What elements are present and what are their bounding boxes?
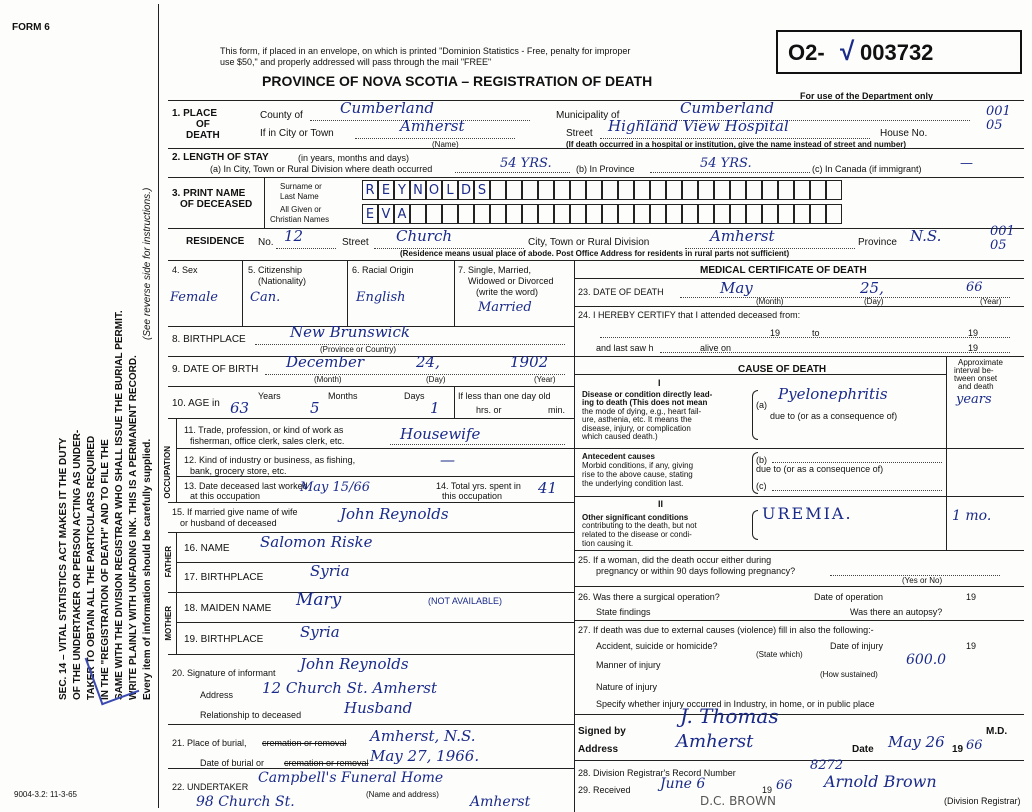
name-letter-box bbox=[650, 204, 666, 224]
antecedent-label-3: rise to the above cause, stating bbox=[582, 470, 693, 479]
informant-address-value: 12 Church St. Amherst bbox=[262, 679, 437, 697]
received-19: 19 bbox=[762, 785, 773, 795]
last-worked-value: May 15/66 bbox=[300, 480, 371, 495]
cause-a-label: (a) bbox=[756, 400, 767, 410]
relationship-value: Husband bbox=[344, 699, 413, 717]
name-letter-box bbox=[794, 180, 810, 200]
injury-code: 600.0 bbox=[906, 652, 947, 668]
dob-day: 24, bbox=[416, 353, 440, 371]
form-number: FORM 6 bbox=[12, 22, 50, 33]
years-label: Years bbox=[258, 391, 281, 401]
due-to-2: due to (or as a consequence of) bbox=[756, 464, 884, 474]
autopsy-label: Was there an autopsy? bbox=[850, 607, 943, 617]
part-ii: II bbox=[658, 499, 664, 509]
municipality-label: Municipality of bbox=[556, 110, 620, 121]
side-instruction-5: SAME WITH THE DIVISION REGISTRAR WHO SHALL ISSUE THE BURIAL PERMIT. bbox=[114, 310, 125, 700]
name-letter-box bbox=[554, 180, 570, 200]
name-letter-box bbox=[698, 204, 714, 224]
father-label: FATHER bbox=[164, 546, 173, 578]
county-value: Cumberland bbox=[340, 99, 435, 117]
side-instruction-3: TAKER TO OBTAIN ALL THE PARTICULARS REQUIRED bbox=[86, 435, 97, 700]
los-canada-label: (c) In Canada (if immigrant) bbox=[812, 164, 922, 174]
yes-no-hint: (Yes or No) bbox=[902, 576, 943, 585]
mail-notice-2: use $50," and properly addressed will pass through the mail "FREE" bbox=[220, 57, 492, 67]
name-letter-box bbox=[538, 180, 554, 200]
residence-label: RESIDENCE bbox=[186, 236, 245, 247]
injury-19: 19 bbox=[966, 641, 977, 651]
dob-label: 9. DATE OF BIRTH bbox=[172, 364, 259, 375]
name-letter-box bbox=[522, 204, 538, 224]
registrar-hint: (Division Registrar) bbox=[944, 796, 1021, 806]
racial-value: English bbox=[356, 290, 406, 305]
antecedent-label-1: Antecedent causes bbox=[582, 452, 655, 461]
date-injury-label: Date of injury bbox=[830, 641, 884, 651]
burial-place-label: 21. Place of burial, bbox=[172, 738, 247, 748]
maiden-label: 18. MAIDEN NAME bbox=[184, 603, 272, 614]
father-name-label: 16. NAME bbox=[184, 543, 230, 554]
res-province-label: Province bbox=[858, 237, 897, 248]
cause-title: CAUSE OF DEATH bbox=[738, 364, 827, 375]
trade-value: Housewife bbox=[400, 425, 481, 443]
side-instruction-1: SEC. 14 – VITAL STATISTICS ACT MAKES IT THE DUTY bbox=[58, 437, 69, 700]
name-letter-box bbox=[746, 180, 762, 200]
registrar-print: D.C. BROWN bbox=[700, 794, 776, 808]
name-letter-box bbox=[778, 204, 794, 224]
name-letter-box bbox=[458, 204, 474, 224]
los-canada-value: — bbox=[960, 156, 973, 171]
interval-label-2: interval be- bbox=[954, 366, 994, 375]
months-label: Months bbox=[328, 391, 358, 401]
street-label: Street bbox=[566, 128, 593, 139]
mother-label: MOTHER bbox=[164, 606, 173, 641]
res-province-value: N.S. bbox=[910, 227, 942, 245]
name-letter-box bbox=[810, 180, 826, 200]
industry-label-2: bank, grocery store, etc. bbox=[190, 466, 287, 476]
place-label: 1. PLACE bbox=[172, 108, 218, 119]
name-letter-box bbox=[650, 180, 666, 200]
sig-date-value: May 26 bbox=[888, 733, 945, 751]
cause-b-label: (b) bbox=[756, 455, 767, 465]
residence-hint: (Residence means usual place of abode. Post Office Address for residents in rural parts not sufficient) bbox=[400, 249, 790, 258]
name-letter-box bbox=[506, 180, 522, 200]
other-label-4: tion causing it. bbox=[582, 539, 634, 548]
sex-label: 4. Sex bbox=[172, 265, 198, 275]
alive-on-label: alive on bbox=[700, 343, 732, 353]
house-no-label: House No. bbox=[880, 128, 928, 139]
name-letter-box bbox=[522, 180, 538, 200]
woman-label-1: 25. If a woman, did the death occur either during bbox=[578, 555, 772, 565]
state-findings-label: State findings bbox=[596, 607, 651, 617]
name-letter-box: S bbox=[474, 180, 490, 200]
side-instruction-4: IN THE "REGISTRATION OF DEATH" AND TO FILE THE bbox=[100, 439, 111, 700]
citizenship-label: 5. Citizenship bbox=[248, 265, 303, 275]
dept-use: For use of the Department only bbox=[800, 91, 934, 101]
sig-address-value: Amherst bbox=[676, 731, 754, 752]
name-letter-box bbox=[570, 204, 586, 224]
antecedent-label-2: Morbid conditions, if any, giving bbox=[582, 461, 694, 470]
name-hint: (Name) bbox=[432, 140, 459, 149]
name-letter-box: E bbox=[378, 180, 394, 200]
woman-label-2: pregnancy or within 90 days following pregnancy? bbox=[596, 566, 796, 576]
institution-hint: (If death occurred in a hospital or institution, give the name instead of street and number) bbox=[566, 140, 907, 149]
name-letter-box: A bbox=[394, 204, 410, 224]
street-value: Highland View Hospital bbox=[608, 117, 789, 135]
given-label-2: Christian Names bbox=[270, 215, 330, 224]
other-label-3: related to the disease or condi- bbox=[582, 530, 692, 539]
op-19: 19 bbox=[966, 592, 977, 602]
res-street-label: Street bbox=[342, 237, 369, 248]
sig-date-label: Date bbox=[852, 744, 874, 755]
disease-label-1: Disease or condition directly lead- bbox=[582, 390, 713, 399]
los-hint: (in years, months and days) bbox=[298, 153, 410, 163]
total-years-label-2: this occupation bbox=[442, 491, 503, 501]
dod-month-hint: (Month) bbox=[756, 297, 784, 306]
side-instruction-2: OF THE UNDERTAKER OR PERSON ACTING AS UNDER- bbox=[72, 429, 83, 700]
marital-label-2: Widowed or Divorced bbox=[468, 276, 554, 286]
part-i: I bbox=[658, 378, 661, 388]
surgery-label: 26. Was there a surgical operation? bbox=[578, 592, 720, 602]
name-letter-box bbox=[602, 204, 618, 224]
of-deceased-label: OF DECEASED bbox=[180, 199, 253, 210]
name-letter-box bbox=[794, 204, 810, 224]
name-letter-box bbox=[442, 204, 458, 224]
dob-year-hint: (Year) bbox=[534, 375, 556, 384]
reg-number: 003732 bbox=[860, 40, 934, 65]
interval-a-value: years bbox=[956, 392, 992, 407]
interval-label-3: tween onset bbox=[954, 374, 998, 383]
state-which-hint: (State which) bbox=[756, 650, 803, 659]
name-letter-box bbox=[666, 204, 682, 224]
external-label: 27. If death was due to external causes (violence) fill in also the following:- bbox=[578, 625, 874, 635]
res-code-2: 05 bbox=[990, 238, 1007, 253]
name-letter-box bbox=[490, 204, 506, 224]
side-instruction-7: Every item of information should be carefully supplied. bbox=[142, 438, 153, 700]
interval-other-value: 1 mo. bbox=[952, 508, 992, 524]
dob-year: 1902 bbox=[510, 353, 549, 371]
due-to-1: due to (or as a consequence of) bbox=[770, 411, 898, 421]
check-mark: √ bbox=[840, 36, 855, 66]
los-prov-value: 54 YRS. bbox=[700, 156, 752, 171]
res-street-value: Church bbox=[396, 227, 453, 245]
mother-bp-value: Syria bbox=[300, 623, 340, 641]
disease-label-2: ing to death (This does not mean bbox=[582, 398, 708, 407]
date-op-label: Date of operation bbox=[814, 592, 884, 602]
res-no-value: 12 bbox=[284, 227, 304, 245]
signature-value: J. Thomas bbox=[680, 704, 779, 728]
name-letter-box bbox=[634, 204, 650, 224]
sig-address-label: Address bbox=[578, 744, 619, 755]
name-letter-box bbox=[730, 204, 746, 224]
county-label: County of bbox=[260, 110, 303, 121]
los-prov-label: (b) In Province bbox=[576, 164, 635, 174]
place-of-label: OF bbox=[196, 119, 210, 130]
total-years-value: 41 bbox=[538, 479, 558, 497]
dod-year-hint: (Year) bbox=[980, 297, 1002, 306]
certify-label: 24. I HEREBY CERTIFY that I attended deceased from: bbox=[578, 310, 801, 320]
surname-label-1: Surname or bbox=[280, 182, 322, 191]
antecedent-label-4: the underlying condition last. bbox=[582, 479, 684, 488]
los-city-label: (a) In City, Town or Rural Division where death occurred bbox=[210, 164, 433, 174]
occupation-label: OCCUPATION bbox=[163, 446, 172, 499]
res-code-1: 001 bbox=[990, 224, 1015, 239]
marital-label-3: (write the word) bbox=[476, 287, 539, 297]
maiden-value: Mary bbox=[296, 590, 342, 610]
name-letter-box bbox=[618, 180, 634, 200]
hrs-label: hrs. or bbox=[476, 405, 502, 415]
total-years-label-1: 14. Total yrs. spent in bbox=[436, 481, 521, 491]
father-name-value: Salomon Riske bbox=[260, 533, 373, 551]
name-letter-box: V bbox=[378, 204, 394, 224]
print-name-label: 3. PRINT NAME bbox=[172, 188, 246, 199]
name-letter-box bbox=[602, 180, 618, 200]
undertaker-address: 98 Church St. bbox=[196, 794, 295, 810]
city-label: If in City or Town bbox=[260, 128, 334, 139]
burial-date-strike: cremation or removal bbox=[284, 758, 369, 768]
name-letter-box bbox=[746, 204, 762, 224]
signed-by-label: Signed by bbox=[578, 726, 626, 737]
burial-date-value: May 27, 1966. bbox=[370, 747, 480, 765]
medical-cert-title: MEDICAL CERTIFICATE OF DEATH bbox=[700, 265, 867, 276]
accident-label: Accident, suicide or homicide? bbox=[596, 641, 718, 651]
name-letter-box bbox=[826, 180, 842, 200]
interval-label-1: Approximate bbox=[958, 358, 1003, 367]
sig-year: 66 bbox=[966, 738, 983, 753]
name-letter-box bbox=[474, 204, 490, 224]
name-letter-box bbox=[538, 204, 554, 224]
sig-19: 19 bbox=[952, 744, 964, 755]
name-letter-box: O bbox=[426, 180, 442, 200]
age-days: 1 bbox=[430, 399, 440, 417]
racial-label: 6. Racial Origin bbox=[352, 265, 414, 275]
trade-label-2: fisherman, office clerk, sales clerk, etc. bbox=[190, 436, 345, 446]
birthplace-value: New Brunswick bbox=[290, 323, 410, 341]
side-instruction-8: (See reverse side for instructions.) bbox=[142, 187, 153, 340]
undertaker-name: Campbell's Funeral Home bbox=[258, 770, 444, 786]
certify-to: to bbox=[812, 328, 820, 338]
name-letter-box bbox=[682, 204, 698, 224]
reg-prefix: O2- bbox=[788, 40, 825, 65]
side-instruction-6: WRITE PLAINLY WITH UNFADING INK. THIS IS A PERMANENT RECORD. bbox=[128, 355, 139, 700]
dod-label: 23. DATE OF DEATH bbox=[578, 287, 664, 297]
name-letter-box bbox=[554, 204, 570, 224]
municipality-value: Cumberland bbox=[680, 99, 775, 117]
marital-label-1: 7. Single, Married, bbox=[458, 265, 532, 275]
footer-code: 9004-3.2: 11-3-65 bbox=[14, 790, 78, 799]
name-letter-box bbox=[714, 204, 730, 224]
name-letter-box bbox=[778, 180, 794, 200]
dob-month: December bbox=[286, 353, 365, 371]
death-label: DEATH bbox=[186, 130, 220, 141]
days-label: Days bbox=[404, 391, 425, 401]
mail-notice-1: This form, if placed in an envelope, on which is printed "Dominion Statistics - Free, penalty for improper bbox=[220, 46, 631, 56]
trade-label-1: 11. Trade, profession, or kind of work as bbox=[184, 425, 344, 435]
name-letter-box bbox=[826, 204, 842, 224]
name-letter-box bbox=[714, 180, 730, 200]
manner-label: Manner of injury bbox=[596, 660, 661, 670]
name-letter-box bbox=[730, 180, 746, 200]
burial-place-value: Amherst, N.S. bbox=[370, 727, 476, 745]
record-number-value: 8272 bbox=[810, 758, 844, 773]
name-letter-box bbox=[586, 204, 602, 224]
name-letter-box bbox=[618, 204, 634, 224]
city-code: 05 bbox=[986, 118, 1003, 133]
registration-number-box bbox=[776, 30, 1022, 74]
certify-19b: 19 bbox=[968, 328, 979, 338]
res-city-value: Amherst bbox=[710, 227, 775, 245]
name-letter-box bbox=[506, 204, 522, 224]
relationship-label: Relationship to deceased bbox=[200, 710, 302, 720]
other-label-2: contributing to the death, but not bbox=[582, 521, 697, 530]
min-label: min. bbox=[548, 405, 566, 415]
form-title: PROVINCE OF NOVA SCOTIA – REGISTRATION OF DEATH bbox=[262, 73, 653, 89]
citizenship-value: Can. bbox=[250, 290, 281, 305]
length-of-stay-label: 2. LENGTH OF STAY bbox=[172, 152, 269, 163]
name-letter-box: D bbox=[458, 180, 474, 200]
undertaker-hint: (Name and address) bbox=[366, 790, 439, 799]
city-value: Amherst bbox=[400, 117, 465, 135]
spouse-label-1: 15. If married give name of wife bbox=[172, 507, 298, 517]
disease-label-6: which caused death.) bbox=[582, 432, 658, 441]
name-letter-box bbox=[570, 180, 586, 200]
spouse-label-2: or husband of deceased bbox=[180, 518, 277, 528]
res-city-label: City, Town or Rural Division bbox=[528, 237, 650, 248]
certify-19a: 19 bbox=[770, 328, 781, 338]
other-condition-value: UREMIA. bbox=[762, 504, 853, 523]
spouse-value: John Reynolds bbox=[340, 505, 449, 523]
name-letter-box bbox=[490, 180, 506, 200]
name-letter-box bbox=[810, 204, 826, 224]
father-bp-label: 17. BIRTHPLACE bbox=[184, 572, 264, 583]
given-label-1: All Given or bbox=[280, 205, 322, 214]
name-letter-box bbox=[666, 180, 682, 200]
age-label: 10. AGE in bbox=[172, 398, 220, 409]
disease-label-3: the mode of dying, e.g., heart fail- bbox=[582, 407, 702, 416]
father-bp-value: Syria bbox=[310, 562, 350, 580]
disease-label-4: ure, asthenia, etc. It means the bbox=[582, 415, 692, 424]
name-letter-box bbox=[634, 180, 650, 200]
interval-label-4: and death bbox=[958, 382, 994, 391]
res-no-label: No. bbox=[258, 237, 274, 248]
birthplace-label: 8. BIRTHPLACE bbox=[172, 334, 246, 345]
burial-strike-label: cremation or removal bbox=[262, 738, 347, 748]
undertaker-label: 22. UNDERTAKER bbox=[172, 782, 249, 792]
dod-day: 25, bbox=[860, 279, 884, 297]
informant-label: 20. Signature of informant bbox=[172, 668, 276, 678]
name-letter-box: E bbox=[362, 204, 378, 224]
received-label: 29. Received bbox=[578, 785, 631, 795]
how-sustained-hint: (How sustained) bbox=[820, 670, 878, 679]
surname-label-2: Last Name bbox=[280, 192, 319, 201]
dod-day-hint: (Day) bbox=[864, 297, 884, 306]
registrar-signature: Arnold Brown bbox=[824, 772, 937, 791]
last-saw-label: and last saw h bbox=[596, 343, 654, 353]
cause-a-value: Pyelonephritis bbox=[778, 385, 888, 403]
disease-label-5: disease, injury, or complication bbox=[582, 424, 691, 433]
name-letter-box bbox=[762, 204, 778, 224]
informant-value: John Reynolds bbox=[300, 655, 409, 673]
birthplace-hint: (Province or Country) bbox=[320, 345, 397, 354]
burial-date-label: Date of burial or bbox=[200, 758, 265, 768]
nature-label: Nature of injury bbox=[596, 682, 658, 692]
specify-label: Specify whether injury occurred in Industry, in home, or in public place bbox=[596, 699, 875, 709]
name-letter-box: R bbox=[362, 180, 378, 200]
less-than-day-label: If less than one day old bbox=[458, 391, 551, 401]
dod-month: May bbox=[720, 279, 753, 297]
other-label-1: Other significant conditions bbox=[582, 513, 689, 522]
last-worked-label-2: at this occupation bbox=[190, 491, 261, 501]
undertaker-town: Amherst bbox=[470, 794, 531, 810]
received-date: June 6 bbox=[660, 776, 706, 792]
age-years: 63 bbox=[230, 399, 250, 417]
name-letter-box bbox=[762, 180, 778, 200]
md-label: M.D. bbox=[986, 726, 1008, 737]
certify-19c: 19 bbox=[968, 343, 979, 353]
sex-value: Female bbox=[170, 290, 218, 305]
marital-value: Married bbox=[478, 300, 532, 315]
name-letter-box: Y bbox=[394, 180, 410, 200]
industry-label-1: 12. Kind of industry or business, as fishing, bbox=[184, 455, 356, 465]
not-available-note: (NOT AVAILABLE) bbox=[428, 596, 503, 606]
name-letter-box bbox=[682, 180, 698, 200]
dod-year: 66 bbox=[966, 280, 983, 295]
los-city-value: 54 YRS. bbox=[500, 156, 552, 171]
mother-bp-label: 19. BIRTHPLACE bbox=[184, 634, 264, 645]
informant-address-label: Address bbox=[200, 690, 234, 700]
name-letter-box: L bbox=[442, 180, 458, 200]
nationality-hint: (Nationality) bbox=[258, 276, 307, 286]
last-worked-label-1: 13. Date deceased last worked bbox=[184, 481, 308, 491]
name-letter-box bbox=[426, 204, 442, 224]
dob-month-hint: (Month) bbox=[314, 375, 342, 384]
name-letter-box bbox=[586, 180, 602, 200]
cause-c-label: (c) bbox=[756, 481, 767, 491]
county-code: 001 bbox=[986, 104, 1011, 119]
record-number-label: 28. Division Registrar's Record Number bbox=[578, 768, 736, 778]
industry-value: — bbox=[440, 451, 455, 469]
name-letter-box bbox=[410, 204, 426, 224]
dob-day-hint: (Day) bbox=[426, 375, 446, 384]
name-letter-box: N bbox=[410, 180, 426, 200]
age-months: 5 bbox=[310, 399, 320, 417]
received-year: 66 bbox=[776, 778, 793, 793]
name-letter-box bbox=[698, 180, 714, 200]
